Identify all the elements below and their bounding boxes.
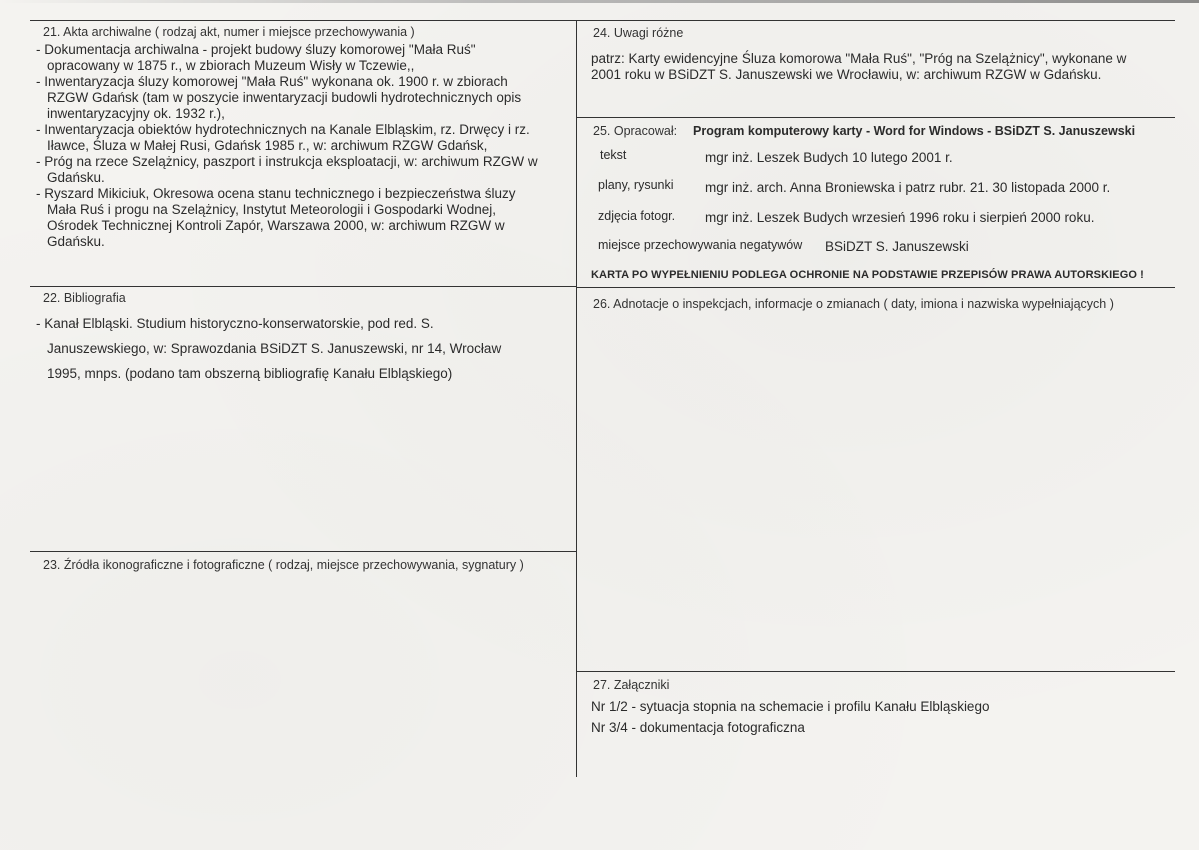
row-value-plany: mgr inż. arch. Anna Broniewska i patrz rubr. 21. 30 listopada 2000 r. — [705, 180, 1111, 195]
divider-24-25 — [577, 117, 1175, 118]
s27-line: Nr 3/4 - dokumentacja fotograficzna — [591, 720, 805, 735]
top-border-left — [30, 20, 577, 21]
divider-21-22 — [30, 286, 577, 287]
divider-26-27 — [577, 671, 1175, 672]
s22-line: - Kanał Elbląski. Studium historyczno-konserwatorskie, pod red. S. — [36, 316, 434, 331]
section-26-heading: 26. Adnotacje o inspekcjach, informacje o zmianach ( daty, imiona i nazwiska wypełniających ) — [593, 297, 1114, 311]
row-label-tekst: tekst — [600, 148, 627, 162]
section-27-heading: 27. Załączniki — [593, 678, 670, 692]
s22-line: Januszewskiego, w: Sprawozdania BSiDZT S. Januszewski, nr 14, Wrocław — [47, 341, 502, 356]
s21-line: Mała Ruś i progu na Szelążnicy, Instytut Meteorologii i Gospodarki Wodnej, — [47, 202, 496, 217]
divider-22-23 — [30, 551, 577, 552]
s21-line: - Próg na rzece Szelążnicy, paszport i instrukcja eksploatacji, w: archiwum RZGW w — [36, 154, 538, 169]
s21-line: Gdańsku. — [47, 234, 105, 249]
s21-line: Gdańsku. — [47, 170, 105, 185]
row-label-plany: plany, rysunki — [598, 178, 674, 192]
s24-line: patrz: Karty ewidencyjne Śluza komorowa "Mała Ruś", "Próg na Szelążnicy", wykonane w — [591, 51, 1127, 66]
divider-25-26 — [577, 287, 1175, 288]
s21-line: - Inwentaryzacja śluzy komorowej "Mała Ruś" wykonana ok. 1900 r. w zbiorach — [36, 74, 508, 89]
row-label-zdjecia: zdjęcia fotogr. — [598, 209, 676, 223]
section-21-heading: 21. Akta archiwalne ( rodzaj akt, numer i miejsce przechowywania ) — [43, 25, 415, 39]
section-23-heading: 23. Źródła ikonograficzne i fotograficzne ( rodzaj, miejsce przechowywania, sygnatury ) — [43, 558, 524, 572]
s21-line: Iławce, Śluza w Małej Rusi, Gdańsk 1985 r., w: archiwum RZGW Gdańsk, — [47, 138, 488, 153]
s21-line: - Ryszard Mikiciuk, Okresowa ocena stanu technicznego i bezpieczeństwa śluzy — [36, 186, 516, 201]
s21-line: opracowany w 1875 r., w zbiorach Muzeum Wisły w Tczewie,, — [47, 58, 415, 73]
center-divider — [576, 20, 577, 777]
negatives-label: miejsce przechowywania negatywów — [598, 238, 803, 252]
scan-top-edge — [0, 0, 1199, 3]
program-line: Program komputerowy karty - Word for Windows - BSiDZT S. Januszewski — [693, 124, 1136, 138]
row-value-tekst: mgr inż. Leszek Budych 10 lutego 2001 r. — [705, 150, 953, 165]
row-value-zdjecia: mgr inż. Leszek Budych wrzesień 1996 roku i sierpień 2000 roku. — [705, 210, 1095, 225]
s21-line: Ośrodek Technicznej Kontroli Zapór, Warszawa 2000, w: archiwum RZGW w — [47, 218, 505, 233]
top-border-right — [577, 20, 1175, 21]
s21-line: - Inwentaryzacja obiektów hydrotechnicznych na Kanale Elbląskim, rz. Drwęcy i rz. — [36, 122, 530, 137]
copyright-notice: KARTA PO WYPEŁNIENIU PODLEGA OCHRONIE NA PODSTAWIE PRZEPISÓW PRAWA AUTORSKIEGO ! — [591, 269, 1144, 281]
section-25-label: 25. Opracował: — [593, 124, 678, 138]
section-24-heading: 24. Uwagi różne — [593, 26, 684, 40]
s22-line: 1995, mnps. (podano tam obszerną bibliografię Kanału Elbląskiego) — [47, 366, 453, 381]
s27-line: Nr 1/2 - sytuacja stopnia na schemacie i profilu Kanału Elbląskiego — [591, 699, 990, 714]
section-22-heading: 22. Bibliografia — [43, 291, 126, 305]
s24-line: 2001 roku w BSiDZT S. Januszewski we Wrocławiu, w: archiwum RZGW w Gdańsku. — [591, 67, 1102, 82]
negatives-value: BSiDZT S. Januszewski — [825, 239, 969, 254]
s21-line: inwentaryzacyjny ok. 1932 r.), — [47, 106, 225, 121]
s21-line: - Dokumentacja archiwalna - projekt budowy śluzy komorowej "Mała Ruś" — [36, 42, 476, 57]
s21-line: RZGW Gdańsk (tam w poszycie inwentaryzacji budowli hydrotechnicznych opis — [47, 90, 522, 105]
